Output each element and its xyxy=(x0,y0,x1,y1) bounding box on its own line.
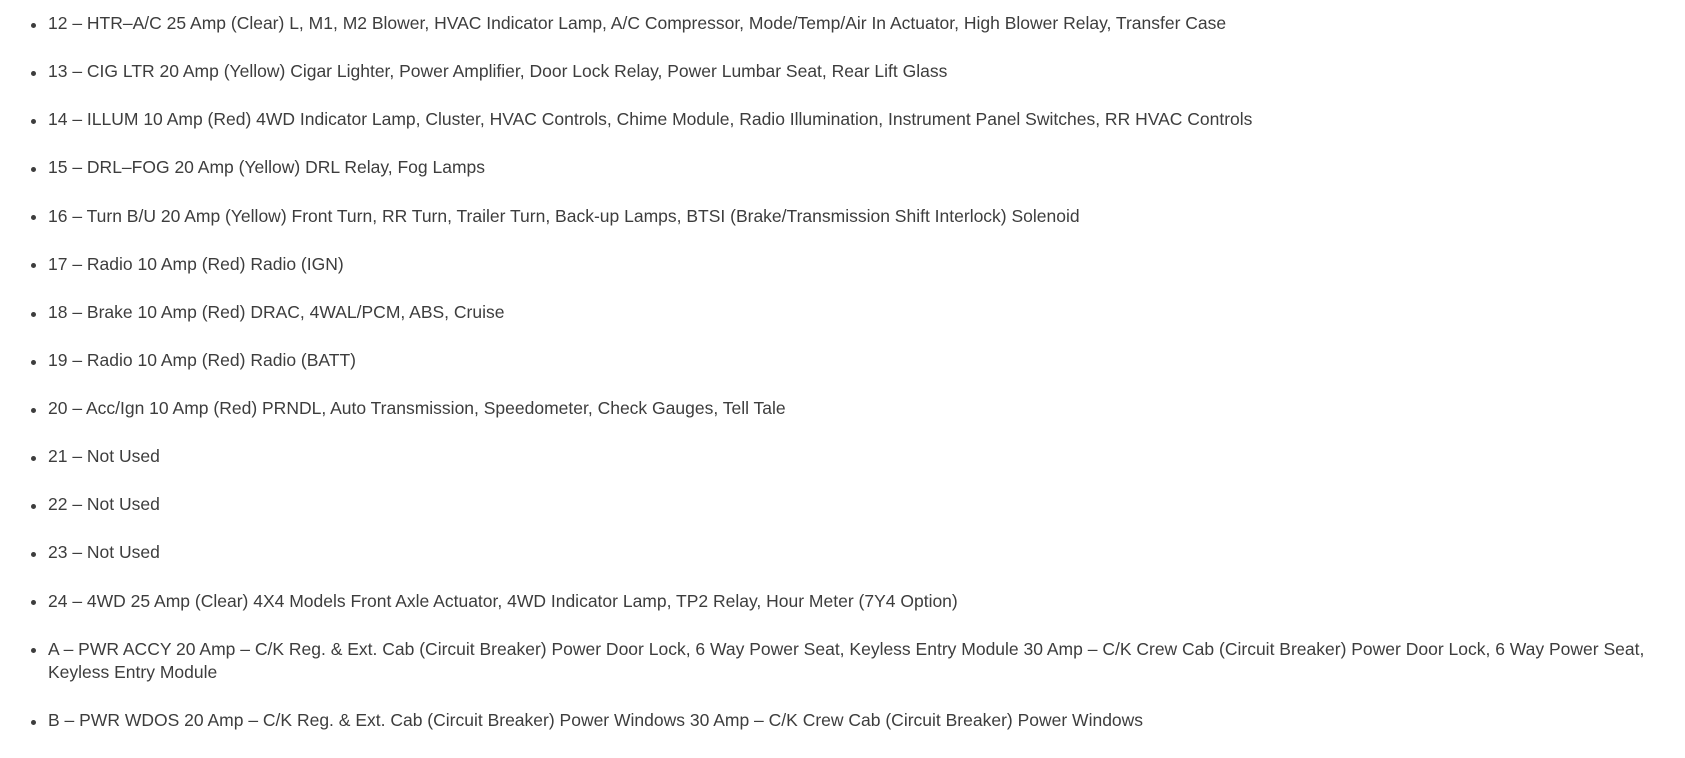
list-item xyxy=(0,397,1685,421)
fuse-entry-text: 13 – CIG LTR 20 Amp (Yellow) Cigar Lighter, Power Amplifier, Door Lock Relay, Power Lumbar Seat, Rear Lift Glass xyxy=(48,61,948,82)
fuse-entry-text: 24 – 4WD 25 Amp (Clear) 4X4 Models Front Axle Actuator, 4WD Indicator Lamp, TP2 Relay, Hour Meter (7Y4 Option) xyxy=(48,590,958,611)
fuse-entry-text: 12 – HTR–A/C 25 Amp (Clear) L, M1, M2 Blower, HVAC Indicator Lamp, A/C Compressor, Mode/Temp/Air In Actuator, High Blower Relay, Transfer Case xyxy=(48,13,1227,33)
list-item xyxy=(0,156,1685,180)
list-item xyxy=(0,493,1685,517)
fuse-entry-text: 18 – Brake 10 Amp (Red) DRAC, 4WAL/PCM, ABS, Cruise xyxy=(48,301,505,322)
list-item xyxy=(0,638,1685,685)
list-item xyxy=(0,253,1685,277)
list-item xyxy=(0,205,1685,229)
fuse-entry-text: 17 – Radio 10 Amp (Red) Radio (IGN) xyxy=(48,253,344,274)
fuse-entry-text: 23 – Not Used xyxy=(48,542,160,563)
fuse-entry-text: 21 – Not Used xyxy=(48,446,160,467)
fuse-entry-text: 16 – Turn B/U 20 Amp (Yellow) Front Turn, RR Turn, Trailer Turn, Back-up Lamps, BTSI (Brake/Transmission Shift Interlock) Solenoid xyxy=(48,205,1080,226)
fuse-entry-text: 15 – DRL–FOG 20 Amp (Yellow) DRL Relay, Fog Lamps xyxy=(48,157,486,178)
list-item xyxy=(0,590,1685,614)
list-item xyxy=(0,445,1685,469)
list-item xyxy=(0,301,1685,325)
list-item xyxy=(0,0,1685,36)
list-item xyxy=(0,349,1685,373)
list-item xyxy=(0,60,1685,84)
fuse-entry-text: B – PWR WDOS 20 Amp – C/K Reg. & Ext. Cab (Circuit Breaker) Power Windows 30 Amp – C/K Crew Cab (Circuit Breaker) Power Windows xyxy=(48,710,1144,731)
fuse-entry-text: 22 – Not Used xyxy=(48,494,160,515)
fuse-entry-text: 14 – ILLUM 10 Amp (Red) 4WD Indicator Lamp, Cluster, HVAC Controls, Chime Module, Radio Illumination, Instrument Panel Switches, RR HVAC Controls xyxy=(48,109,1253,130)
fuse-entry-text: 20 – Acc/Ign 10 Amp (Red) PRNDL, Auto Transmission, Speedometer, Check Gauges, Tell Tale xyxy=(48,398,786,418)
list-item xyxy=(0,108,1685,132)
list-item xyxy=(0,709,1685,733)
fuse-entry-text: A – PWR ACCY 20 Amp – C/K Reg. & Ext. Cab (Circuit Breaker) Power Door Lock, 6 Way Power Seat, Keyless Entry Module 30 Amp – C/K Crew Cab (Circuit Breaker) Power Door Lock, 6 Way Power Seat, Keyless Entry Module xyxy=(48,638,1645,683)
fuse-entry-text: 19 – Radio 10 Amp (Red) Radio (BATT) xyxy=(48,349,357,370)
list-item xyxy=(0,541,1685,565)
